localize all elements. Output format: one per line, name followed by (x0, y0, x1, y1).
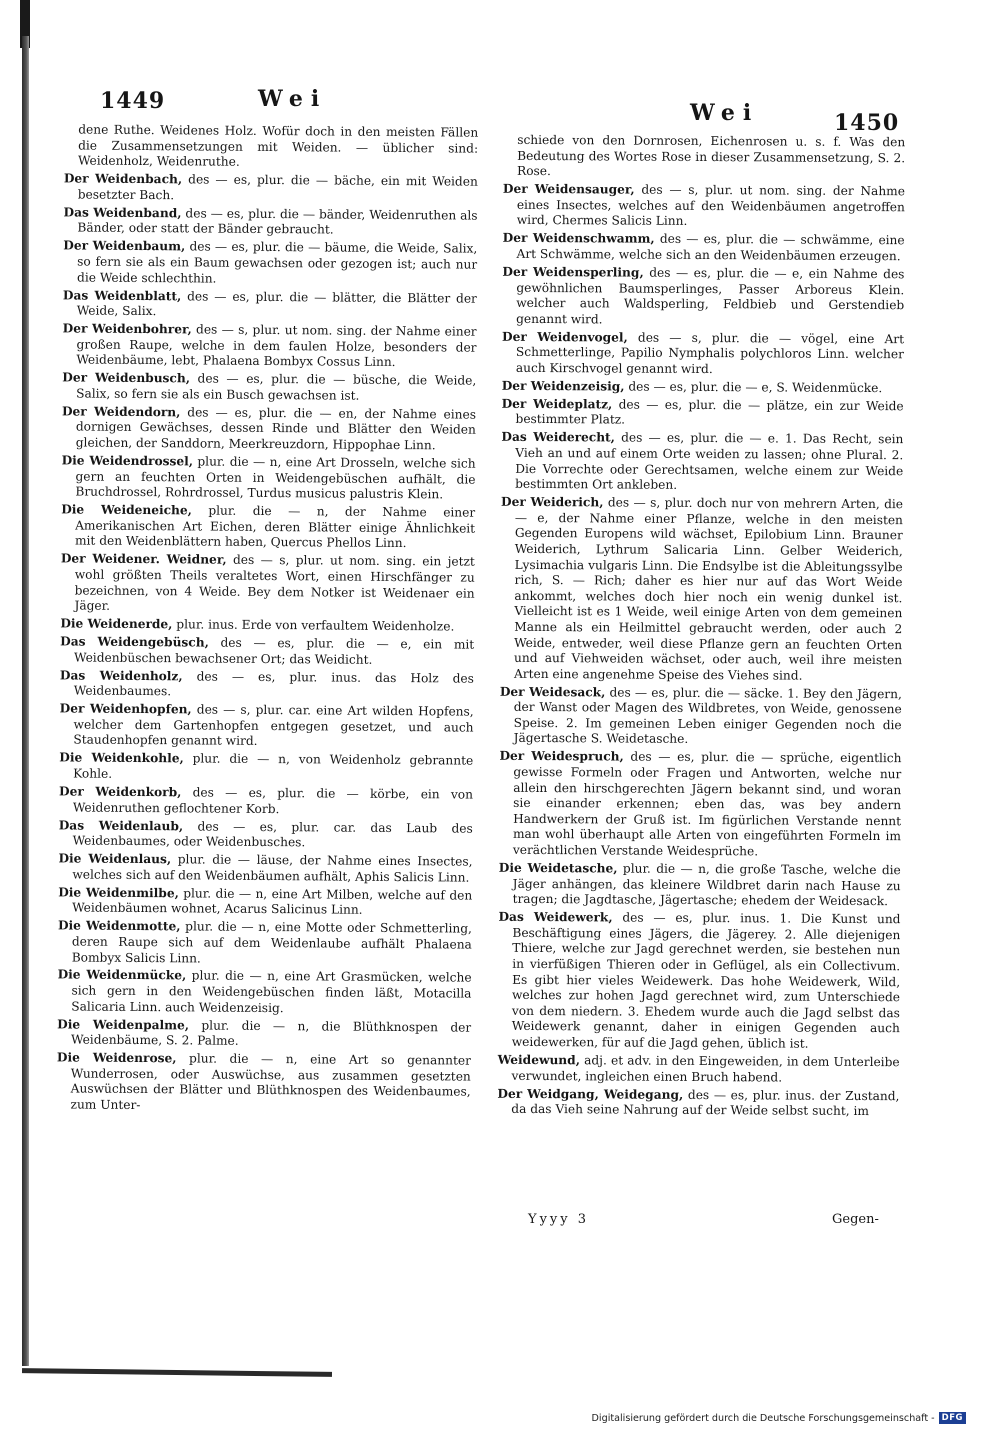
entry-text: des — es, plur. car. das Laub des Weidenbaumes, oder Weidenbusches. (72, 819, 473, 850)
entry-text: plur. die — n, der Nahme einer Amerikanischen Art Eichen, deren Blätter einige Ähnlichkeit mit den Weidenblättern haben, Quercus Phellos Linn. (74, 503, 476, 551)
left-head-word: Wei (258, 86, 328, 112)
dictionary-entry (502, 265, 904, 330)
entry-lemma: Der Weidenvogel, (502, 329, 628, 345)
entry-text: schiede von den Dornrosen, Eichenrosen u. s. f. Was den Bedeutung des Wortes Rose in dieser Zusammensetzung, S. 2. Rose. (517, 132, 906, 179)
right-page-number: 1450 (834, 110, 900, 136)
entry-text: des — es, plur. die — sprüche, eigentlich gewisse Formeln oder Fragen und Antworten, welche nur allein den hirschgerechten Jägern bekannt sind, und woran sie einander erkennen; eben das, was bey andern Handwerkern der Gruß ist. Im figürlichen Verstande nennt man wohl überhaupt alle Arten von eingeführten Formeln im verächtlichen Verstande Weidesprüche. (512, 750, 902, 859)
dictionary-entry (503, 133, 905, 182)
entry-text: des — es, plur. die — schwämme, eine Art Schwämme, welche sich an den Weidenbäumen erzeugen. (516, 232, 905, 264)
dictionary-entry (61, 453, 475, 503)
entry-text: des — es, plur. die — körbe, ein von Weidenruthen geflochtener Korb. (72, 785, 474, 816)
entry-text: des — es, plur. die — säcke. 1. Bey den Jägern, der Wanst oder Magen des Wildbretes, von Weide, genossene Speise. 2. Im gemeinen Leben einiger Gegenden noch die Jägertasche S. Weidetasche. (513, 685, 902, 747)
left-page-number: 1449 (100, 88, 166, 114)
dictionary-entry (501, 397, 903, 431)
dictionary-entry (59, 784, 473, 818)
entry-lemma: Der Weidensperling, (502, 264, 644, 280)
entry-lemma: Das Weidenholz, (59, 668, 183, 684)
entry-lemma: Die Weidenrose, (56, 1050, 177, 1066)
entry-lemma: Das Weidewerk, (498, 909, 613, 925)
entry-lemma: Der Weidgang, Weidegang, (497, 1086, 684, 1102)
dictionary-entry (60, 634, 474, 668)
dictionary-entry (63, 239, 477, 289)
entry-text: des — s, plur. die — vögel, eine Art Schmetterlinge, Papilio Nymphalis polychloros Linn. welcher auch Kirschvogel genannt wird. (515, 330, 905, 376)
dictionary-entry (57, 968, 471, 1018)
entry-lemma: Der Weidenkorb, (58, 784, 182, 800)
entry-text: des — es, plur. die — bänder, Weidenruthen als Bänder, oder statt der Bänder gebraucht. (77, 206, 478, 237)
dictionary-entry (57, 1051, 471, 1117)
entry-text: adj. et adv. in den Eingeweiden, in dem Unterleibe verwundet, ingleichen einen Bruch habend. (511, 1053, 900, 1085)
dictionary-entry (502, 379, 904, 397)
dictionary-entry (58, 852, 472, 886)
dictionary-entry (60, 616, 474, 635)
entry-text: des — s, plur. car. eine Art wilden Hopfens, welcher dem Gartenhopfen entgegen gesetzet, und auch Staudenhopfen genannt wird. (73, 702, 474, 749)
credit-text: Digitalisierung gefördert durch die Deutsche Forschungsgemeinschaft - (591, 1412, 935, 1424)
entry-text: des — es, plur. inus. der Zustand, da das Vieh seine Nahrung auf der Weide selbst sucht, im (511, 1087, 900, 1119)
entry-lemma: Der Weidendorn, (61, 404, 181, 420)
dictionary-entry (59, 818, 473, 852)
dictionary-entry (60, 552, 474, 618)
entry-lemma: Das Weidenblatt, (62, 287, 182, 303)
entry-lemma: Das Weidengebüsch, (60, 634, 209, 650)
dictionary-entry (58, 919, 472, 969)
dictionary-entry (62, 404, 476, 454)
entry-lemma: Der Weidenhopfen, (59, 701, 192, 717)
entry-lemma: Die Weidenmotte, (57, 918, 181, 934)
entry-lemma: Das Weidenband, (63, 205, 182, 221)
entry-text: des — es, plur. die — plätze, ein zur Weide bestimmter Platz. (515, 397, 904, 427)
entry-text: des — es, plur. die — e, ein Nahme des gewöhnlichen Baumsperlinges, Passer Arboreus Klein. welcher auch Waldsperling, Feldbieb und Gerstendieb genannt wird. (516, 265, 905, 327)
entry-text: des — es, plur. die — e, ein mit Weidenbüschen bewachsener Ort; das Weidicht. (74, 635, 475, 667)
dictionary-entry (60, 668, 474, 702)
entry-text: des — es, plur. die — blätter, die Blätter der Weide, Salix. (76, 288, 477, 319)
entry-lemma: Die Weidenlaus, (58, 851, 172, 867)
entry-lemma: Der Weidener. Weidner, (60, 551, 227, 568)
dictionary-entry (500, 684, 902, 749)
entry-lemma: Weidewund, (497, 1052, 581, 1068)
dictionary-entry (57, 1017, 471, 1051)
entry-lemma: Der Weidespruch, (499, 749, 624, 764)
dictionary-entry (63, 205, 477, 239)
right-column (497, 133, 906, 1211)
entry-lemma: Die Weidetasche, (498, 860, 618, 876)
entry-lemma: Der Weidenschwamm, (502, 231, 655, 247)
right-head-word: Wei (690, 100, 760, 126)
entry-lemma: Das Weidenlaub, (58, 817, 184, 833)
dictionary-entry (500, 495, 903, 685)
entry-text: des — es, plur. die — bäche, ein mit Weiden besetzter Bach. (77, 172, 478, 203)
entry-text: des — es, plur. inus. 1. Die Kunst und Beschäftigung eines Jägers, die Jägerey. 2. Alle diejenigen Thiere, welche zur Jagd gerechnet werden, sie bestehen nun in vierfüßigen Thieren oder in Geflügel, als ein Collectivum. Es gibt hier vieles Weidewerk. Das hohe Weidewerk, Wild, welches zur hohen Jagd gerechnet wird, zum Unterschiede von dem niedern. 3. Ehedem wurde auch die Jagd selbst das Weidewerk genannt, daher in einigen Gegenden auch weidewerken, für auf die Jagd gehen, üblich ist. (511, 910, 901, 1051)
dictionary-entry (501, 430, 903, 495)
dictionary-entry (59, 751, 473, 785)
entry-text: des — es, plur. die — en, der Nahme eines dornigen Gewächses, dessen Rinde und Blätter den Weiden gleichen, der Sanddorn, Meerkreuzdorn, Hippophae Linn. (75, 405, 477, 453)
dictionary-entry (499, 861, 901, 910)
entry-text: des — s, plur. ut nom. sing. ein jetzt wohl größten Theils veraltetes Wort, einen Hirschfänger zu bezeichnen, von 4 Weide. Bey dem Notker ist Weidenaer ein Jäger. (74, 553, 475, 613)
digitization-credit (592, 1412, 966, 1424)
dictionary-entry (502, 231, 904, 265)
entry-text: plur. die — läuse, der Nahme eines Insectes, welches sich auf den Weidenbäumen aufhält, Aphis Salicis Linn. (72, 852, 473, 885)
dictionary-entry (498, 910, 901, 1053)
entry-text: plur. die — n, eine Art so genannter Wunderrosen, oder Auswüchse, aus zusammen gesetzten Auswüchsen der Blätter und Blüthknospen des Weidenbaumes, zum Unter- (70, 1051, 471, 1113)
entry-text: plur. inus. Erde von verfaultem Weidenholze. (176, 617, 455, 634)
entry-lemma: Der Weideplatz, (501, 396, 613, 412)
entry-text: des — es, plur. die — büsche, die Weide, Salix, so fern sie als ein Busch gewachsen ist. (76, 371, 477, 403)
entry-text: des — s, plur. ut nom. sing. der Nahme einer großen Raupe, welche in dem faulen Holze, besonders der Weidenbäume, lebt, Phalaena Bombyx Cossus Linn. (76, 322, 477, 370)
bottom-rule (22, 1368, 332, 1377)
entry-lemma: Das Weiderecht, (501, 430, 616, 445)
entry-text: des — es, plur. inus. das Holz des Weidenbaumes. (73, 669, 474, 699)
entry-lemma: Die Weidendrossel, (61, 453, 194, 469)
entry-lemma: Die Weidenpalme, (57, 1017, 190, 1033)
entry-text: plur. die — n, eine Art Milben, welche auf den Weidenbäumen wohnet, Acarus Salicinus Linn. (72, 886, 473, 918)
entry-text: plur. die — n, von Weidenholz gebrannte Kohle. (73, 751, 474, 781)
dictionary-entry (503, 182, 905, 231)
entry-lemma: Der Weiderich, (500, 494, 604, 510)
entry-text: des — es, plur. die — e. 1. Das Recht, sein Vieh an und auf einem Orte weiden zu lassen; ohne Plural. 2. Die Vorrechte oder Gerechtsamen, welche einem zur Weide bestimmten Ort ankleben. (515, 430, 904, 493)
entry-text: plur. die — n, die große Tasche, welche die Jäger anhängen, das kleinere Wildbret darin nach Hause zu tragen; die Jagdtasche, Jägertasche; ehedem der Weidesack. (512, 861, 901, 909)
dictionary-entry (61, 503, 475, 553)
entry-text: dene Ruthe. Weidenes Holz. Wofür doch in den meisten Fällen die Zusammensetzungen mit Weiden. — üblicher sind: Weidenholz, Weidenruthe. (77, 122, 479, 169)
entry-text: des — es, plur. die — bäume, die Weide, Salix, so fern sie als ein Baum gewachsen oder gezogen ist; auch nur die Weide schlechthin. (77, 239, 478, 286)
entry-lemma: Der Weidenzeisig, (501, 378, 625, 394)
entry-lemma: Die Weideneiche, (61, 502, 192, 518)
dictionary-entry (58, 885, 472, 919)
left-column (56, 122, 479, 1215)
entry-text: plur. die — n, eine Art Grasmücken, welche sich gern in den Weidengebüschen finden läßt, Motacilla Salicaria Linn. auch Weidenzeisig. (71, 968, 472, 1015)
entry-lemma: Der Weidenbaum, (63, 238, 186, 254)
dictionary-entry (62, 371, 476, 405)
dictionary-entry (59, 702, 473, 752)
entry-lemma: Der Weidenbohrer, (62, 321, 192, 337)
entry-text: plur. die — n, eine Motte oder Schmetterling, deren Raupe sich auf dem Weidenlaube aufhält Phalaena Bombyx Salicis Linn. (71, 919, 473, 965)
dfg-logo: DFG (939, 1412, 966, 1424)
entry-lemma: Die Weidenmilbe, (58, 885, 179, 901)
entry-text: plur. die — n, die Blüthknospen der Weidenbäume, S. 2. Palme. (71, 1018, 472, 1049)
dictionary-entry (64, 172, 478, 206)
entry-text: plur. die — n, eine Art Drosseln, welche sich gern an feuchten Orten in Weidengebüschen aufhält, die Bruchdrossel, Rohrdrossel, Turdus musicus palustris Klein. (75, 454, 476, 502)
dictionary-entry (497, 1086, 899, 1120)
entry-text: des — s, plur. doch nur von mehrern Arten, die — e, der Nahme einer Pflanze, welche in den meisten Gegenden Europens wild wächset, Epilobium Linn. Brauner Weiderich, Lythrum Salicaria Linn. Gelber Weiderich, Lysimachia vulgaris Linn. Die Endsylbe ist die Ableitungssylbe rich, S. — Rich; daher es hier nur auf das Wort Weide ankommt, welches doch hier noch ein wenig dunkel ist. Vielleicht ist es 1 Weide, weil einige Arten von dem gemeinen Manne als ein Heilmittel gebraucht werden, oder auch 2 Weide, entweder, weil diese Pflanze gern an feuchten Orten und auf Viehweiden wächset, oder auch, weil ihre meisten Arten eine angenehme Speise des Viehes sind. (513, 495, 904, 683)
entry-lemma: Die Weidenerde, (60, 616, 173, 632)
dictionary-entry (63, 288, 477, 322)
signature-mark: Yyyy 3 (528, 1212, 590, 1227)
dictionary-entry (64, 122, 478, 172)
entry-text: des — s, plur. ut nom. sing. der Nahme eines Insectes, welches auf den Weidenbäumen angetroffen wird, Chermes Salicis Linn. (516, 182, 906, 229)
entry-lemma: Der Weidenbusch, (62, 370, 191, 386)
entry-lemma: Der Weidesack, (499, 684, 606, 700)
dictionary-entry (497, 1053, 899, 1087)
dictionary-entry (499, 749, 902, 861)
entry-lemma: Der Weidenbach, (63, 171, 183, 187)
dictionary-entry (502, 329, 904, 378)
entry-lemma: Der Weidensauger, (502, 181, 635, 197)
page-spine-edge (22, 36, 29, 1366)
catchword: Gegen- (832, 1212, 879, 1227)
dictionary-entry (62, 321, 476, 371)
entry-lemma: Die Weidenkohle, (59, 750, 184, 766)
entry-lemma: Die Weidenmücke, (57, 967, 187, 983)
entry-text: des — es, plur. die — e, S. Weidenmücke. (628, 379, 883, 395)
